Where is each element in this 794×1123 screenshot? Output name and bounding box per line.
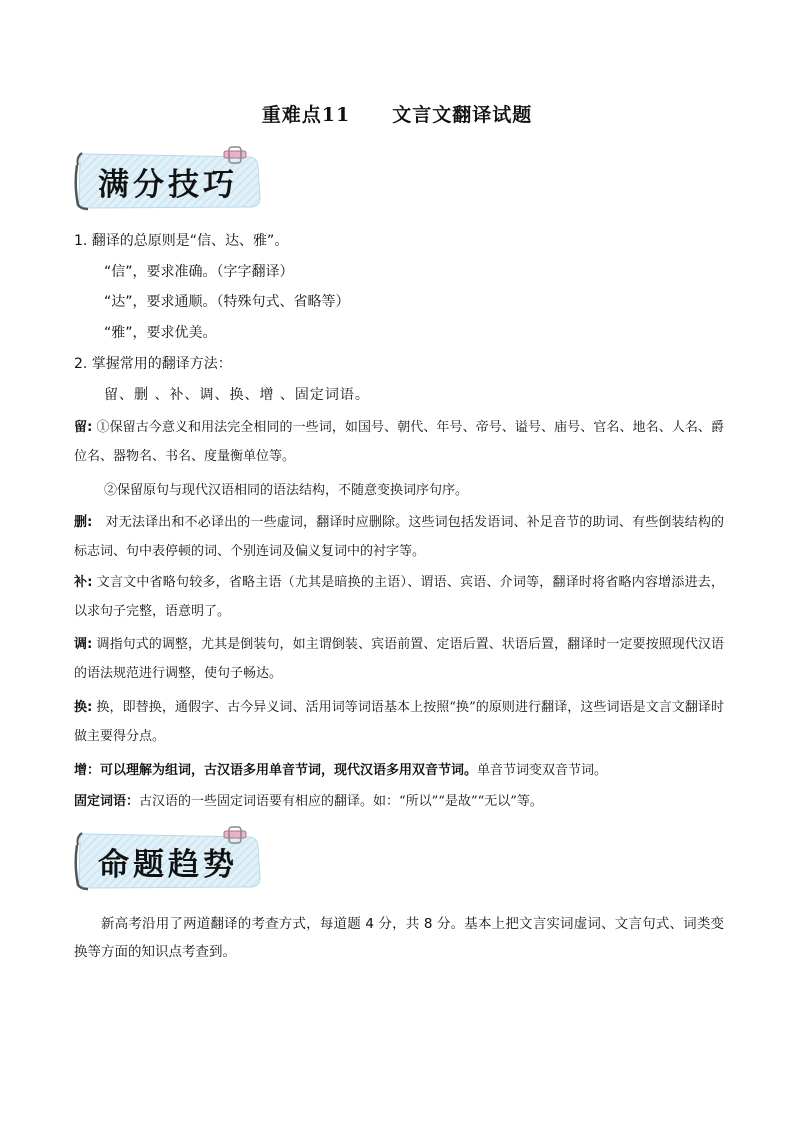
rule-heading: 1. 翻译的总原则是“信、达、雅”。 bbox=[74, 233, 289, 249]
section-banner-trend bbox=[74, 825, 264, 895]
method-huan bbox=[74, 693, 724, 751]
method-key: 补: bbox=[74, 575, 93, 590]
method-text: 调指句式的调整，尤其是倒装句，如主谓倒装、宾语前置、定语后置、状语后置，翻译时一定要按照现代汉语的语法规范进行调整，使句子畅达。 bbox=[74, 637, 724, 681]
method-liu bbox=[74, 413, 724, 471]
method-key: 留: bbox=[74, 420, 93, 435]
rule-da: “达”，要求通顺。（特殊句式、省略等） bbox=[104, 294, 350, 310]
rule-xin: “信”，要求准确。（字字翻译） bbox=[104, 264, 294, 280]
method-text: ①保留古今意义和用法完全相同的一些词，如国号、朝代、年号、帝号、谥号、庙号、官名、地名、人名、爵位名、器物名、书名、度量衡单位等。 bbox=[74, 420, 724, 464]
method-emphasis: 可以理解为组词，古汉语多用单音节词，现代汉语多用双音节词。 bbox=[100, 763, 478, 778]
banner-label: 命题趋势 bbox=[98, 847, 238, 883]
title-topic: 文言文翻译试题 bbox=[392, 104, 533, 126]
method-tiao bbox=[74, 630, 724, 688]
methods-list: 留、删 、补、调、换、增 、固定词语。 bbox=[104, 387, 370, 403]
method-text: 古汉语的一些固定词语要有相应的翻译。如：“所以”“是故”“无以”等。 bbox=[139, 794, 543, 809]
rule-ya: “雅”，要求优美。 bbox=[104, 325, 217, 341]
method-text: 换，即替换，通假字、古今异义词、活用词等词语基本上按照“换”的原则进行翻译，这些词语是文言文翻译时做主要得分点。 bbox=[74, 700, 724, 744]
method-zeng bbox=[74, 756, 724, 785]
method-shan bbox=[74, 508, 724, 566]
trend-paragraph: 新高考沿用了两道翻译的考查方式，每道题 4 分，共 8 分。基本上把文言实词虚词、文言句式、词类变换等方面的知识点考查到。 bbox=[74, 916, 724, 960]
method-text: 单音节词变双音节词。 bbox=[477, 763, 608, 778]
method-key: 调: bbox=[74, 637, 93, 652]
methods-heading: 2. 掌握常用的翻译方法： bbox=[74, 356, 232, 372]
method-key: 增： bbox=[74, 763, 101, 778]
page-title bbox=[0, 100, 794, 127]
method-bu bbox=[74, 568, 724, 626]
title-number: 重难点11 bbox=[261, 104, 351, 126]
banner-label: 满分技巧 bbox=[98, 167, 238, 203]
method-text: 文言文中省略句较多，省略主语（尤其是暗换的主语）、谓语、宾语、介词等，翻译时将省略内容增添进去，以求句子完整，语意明了。 bbox=[74, 575, 724, 619]
method-key: 删: bbox=[74, 515, 93, 530]
method-key: 固定词语： bbox=[74, 794, 140, 809]
section-banner-skills bbox=[74, 145, 264, 215]
method-text: 对无法译出和不必译出的一些虚词，翻译时应删除。这些词包括发语词、补足音节的助词、有些倒装结构的标志词、句中表停顿的词、个别连词及偏义复词中的衬字等。 bbox=[74, 515, 724, 559]
method-key: 换: bbox=[74, 700, 93, 715]
method-liu-2: ②保留原句与现代汉语相同的语法结构，不随意变换词序句序。 bbox=[104, 483, 469, 498]
method-guding bbox=[74, 787, 724, 816]
